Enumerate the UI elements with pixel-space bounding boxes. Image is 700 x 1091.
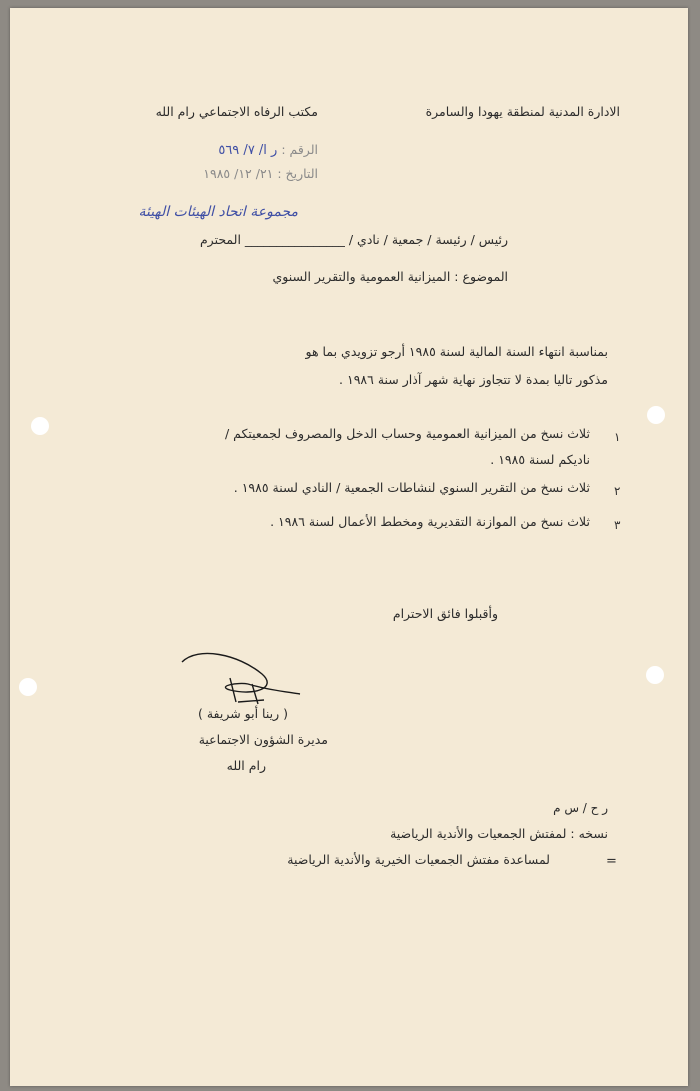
date-label: التاريخ :: [277, 166, 318, 181]
signatory-title: مديرة الشؤون الاجتماعية: [198, 732, 328, 747]
reference-line: [218, 142, 318, 159]
copy-recipient-1: لمفتش الجمعيات والأندية الرياضية: [390, 826, 567, 841]
punch-hole: [31, 417, 49, 435]
date-line: [203, 166, 318, 182]
copy-recipient-2: لمساعدة مفتش الجمعيات الخيرية والأندية الرياضية: [287, 852, 550, 867]
signature-scribble: [178, 644, 310, 708]
header-office: مكتب الرفاه الاجتماعي رام الله: [155, 104, 318, 119]
punch-hole: [647, 406, 665, 424]
signatory-place: رام الله: [226, 758, 266, 773]
item-3-line-1: ثلاث نسخ من الموازنة التقديرية ومخطط الأعمال لسنة ١٩٨٦ .: [270, 514, 590, 529]
item-1-line-2: ناديكم لسنة ١٩٨٥ .: [490, 452, 590, 467]
copy-label: نسخه :: [570, 826, 608, 841]
item-number: ١: [614, 430, 621, 444]
signatory-name: ( رينا أبو شريفة ): [197, 706, 288, 721]
date-value: ٢١/ ١٢/ ١٩٨٥: [203, 166, 274, 181]
item-1-line-1: ثلاث نسخ من الميزانية العمومية وحساب الدخل والمصروف لجمعيتكم /: [224, 426, 590, 441]
item-number: ٣: [614, 518, 621, 532]
item-2-line-1: ثلاث نسخ من التقرير السنوي لنشاطات الجمعية / النادي لسنة ١٩٨٥ .: [233, 480, 590, 495]
body-paragraph-2: مذكور تاليا بمدة لا تتجاوز نهاية شهر آذار سنة ١٩٨٦ .: [339, 372, 608, 387]
file-initials: ر ح / س م: [553, 801, 608, 815]
copy-line-1: [390, 826, 608, 842]
recipient-line: رئيس / رئيسة / جمعية / نادي / ________________ المحترم: [199, 232, 508, 247]
item-number: ٢: [614, 484, 621, 498]
letter-page: [10, 8, 688, 1086]
subject-line: الموضوع : الميزانية العمومية والتقرير السنوي: [272, 269, 508, 284]
header-authority: الادارة المدنية لمنطقة يهودا والسامرة: [425, 104, 620, 119]
punch-hole: [646, 666, 664, 684]
closing-line: وأقبلوا فائق الاحترام: [392, 606, 498, 621]
reference-label: الرقم :: [281, 142, 318, 157]
handwritten-recipient: مجموعة اتحاد الهيئات الهيئة: [138, 204, 298, 220]
reference-value: ر ا/ ٧/ ٥٦٩: [218, 143, 278, 158]
punch-hole: [19, 678, 37, 696]
copy-equals: =: [606, 854, 617, 869]
body-paragraph-1: بمناسبة انتهاء السنة المالية لسنة ١٩٨٥ أرجو تزويدي بما هو: [305, 344, 608, 359]
